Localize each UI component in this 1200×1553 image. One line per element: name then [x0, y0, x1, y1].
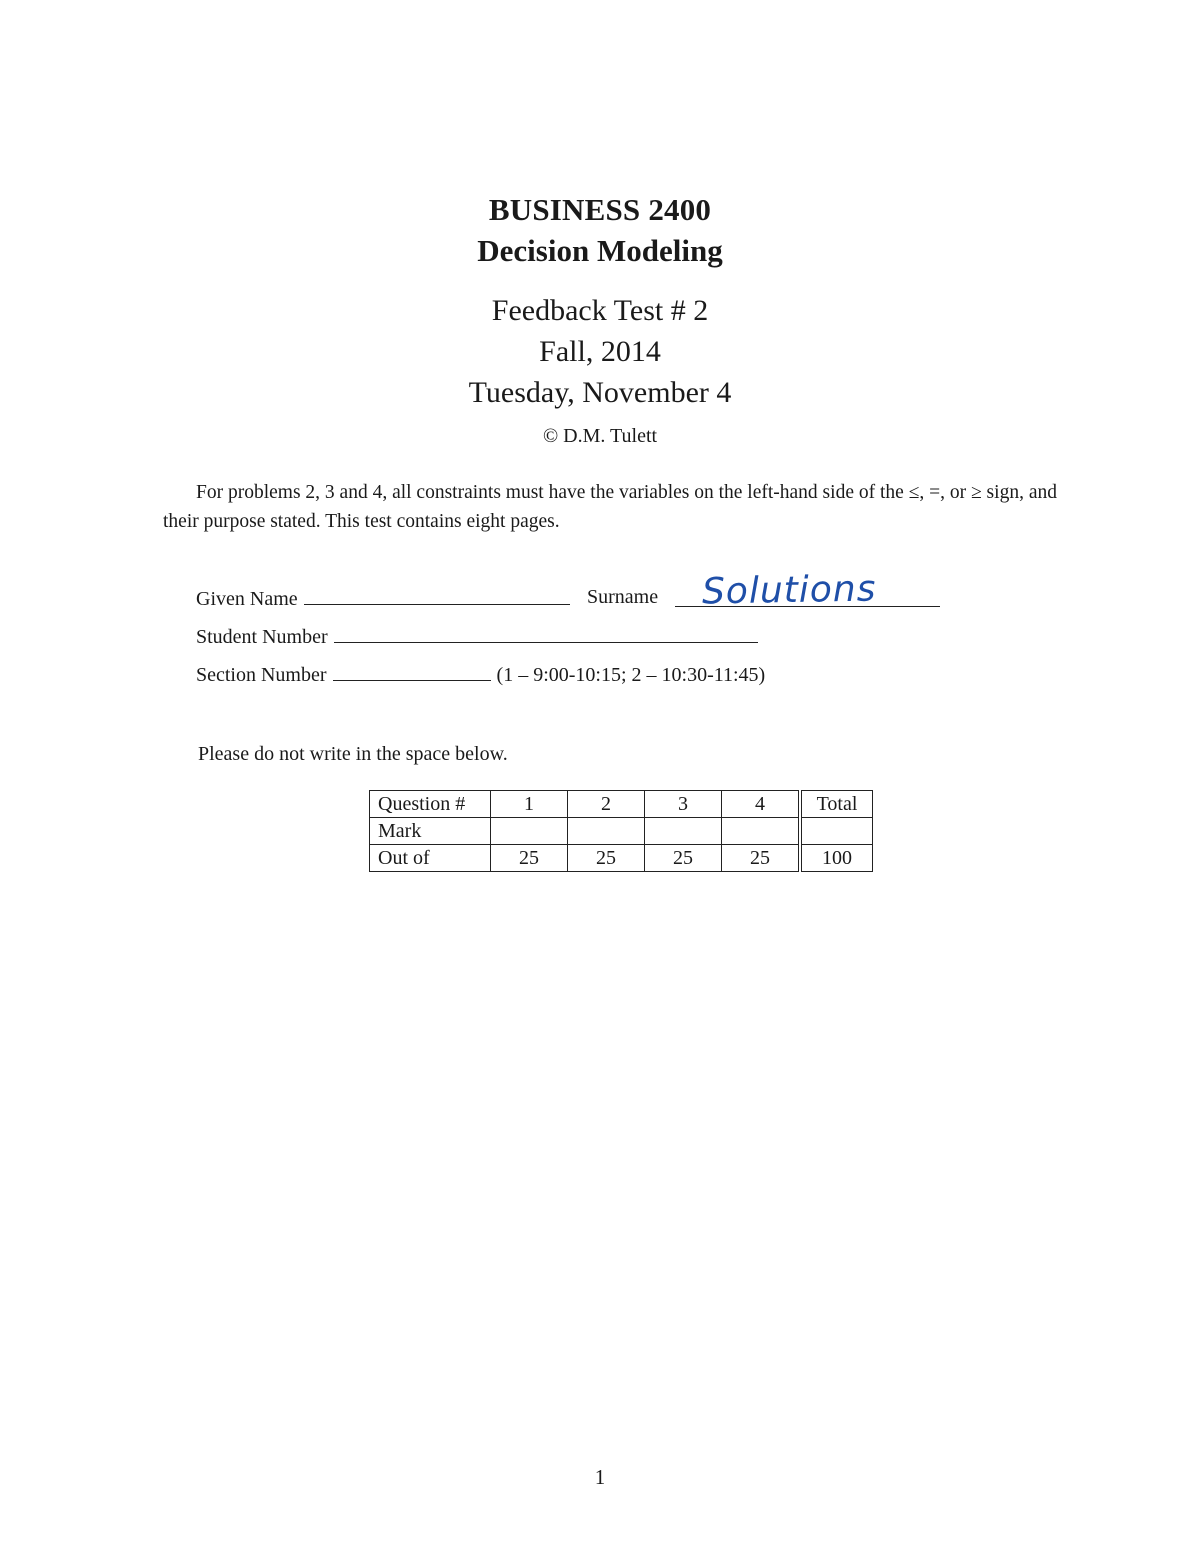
table-header-cell: 3	[645, 791, 722, 818]
instructions-paragraph: For problems 2, 3 and 4, all constraints must have the variables on the left-hand side of the ≤, =, or ≥ sign, and their purpose stated. This test contains eight pages.	[163, 482, 1057, 532]
marks-table	[369, 790, 873, 872]
table-row	[370, 818, 873, 845]
table-row	[370, 845, 873, 872]
table-cell: 25	[722, 845, 801, 872]
section-times-note: (1 – 9:00-10:15; 2 – 10:30-11:45)	[496, 664, 766, 686]
table-header-cell: 2	[568, 791, 645, 818]
table-cell	[645, 818, 722, 845]
table-cell	[722, 818, 801, 845]
student-number-blank[interactable]	[334, 624, 758, 643]
table-header-cell: 1	[491, 791, 568, 818]
student-number-label: Student Number	[196, 626, 328, 648]
course-name: Decision Modeling	[477, 233, 723, 268]
course-code: BUSINESS 2400	[488, 192, 712, 227]
table-cell: Out of	[370, 845, 491, 872]
section-number-label: Section Number	[196, 664, 327, 686]
exam-date: Tuesday, November 4	[468, 376, 732, 409]
table-cell: 25	[568, 845, 645, 872]
table-cell	[491, 818, 568, 845]
table-cell	[800, 818, 873, 845]
table-cell: 25	[491, 845, 568, 872]
section-number-blank[interactable]	[333, 662, 491, 681]
term: Fall, 2014	[539, 335, 661, 368]
page-number: 1	[594, 1465, 606, 1489]
table-header-cell: Total	[800, 791, 873, 818]
given-name-label: Given Name	[196, 588, 298, 610]
section-number-row	[196, 662, 765, 687]
table-header-cell: 4	[722, 791, 801, 818]
table-cell: Mark	[370, 818, 491, 845]
copyright-line: © D.M. Tulett	[542, 425, 658, 447]
table-cell: 100	[800, 845, 873, 872]
do-not-write-notice: Please do not write in the space below.	[198, 743, 508, 765]
surname-label: Surname	[587, 586, 659, 608]
table-cell: 25	[645, 845, 722, 872]
table-cell	[568, 818, 645, 845]
given-name-row	[196, 586, 570, 611]
table-row	[370, 791, 873, 818]
given-name-blank[interactable]	[304, 586, 570, 605]
student-number-row	[196, 624, 758, 649]
test-name: Feedback Test # 2	[491, 294, 709, 327]
table-header-cell: Question #	[370, 791, 491, 818]
surname-handwritten-value: Solutions	[701, 568, 877, 613]
